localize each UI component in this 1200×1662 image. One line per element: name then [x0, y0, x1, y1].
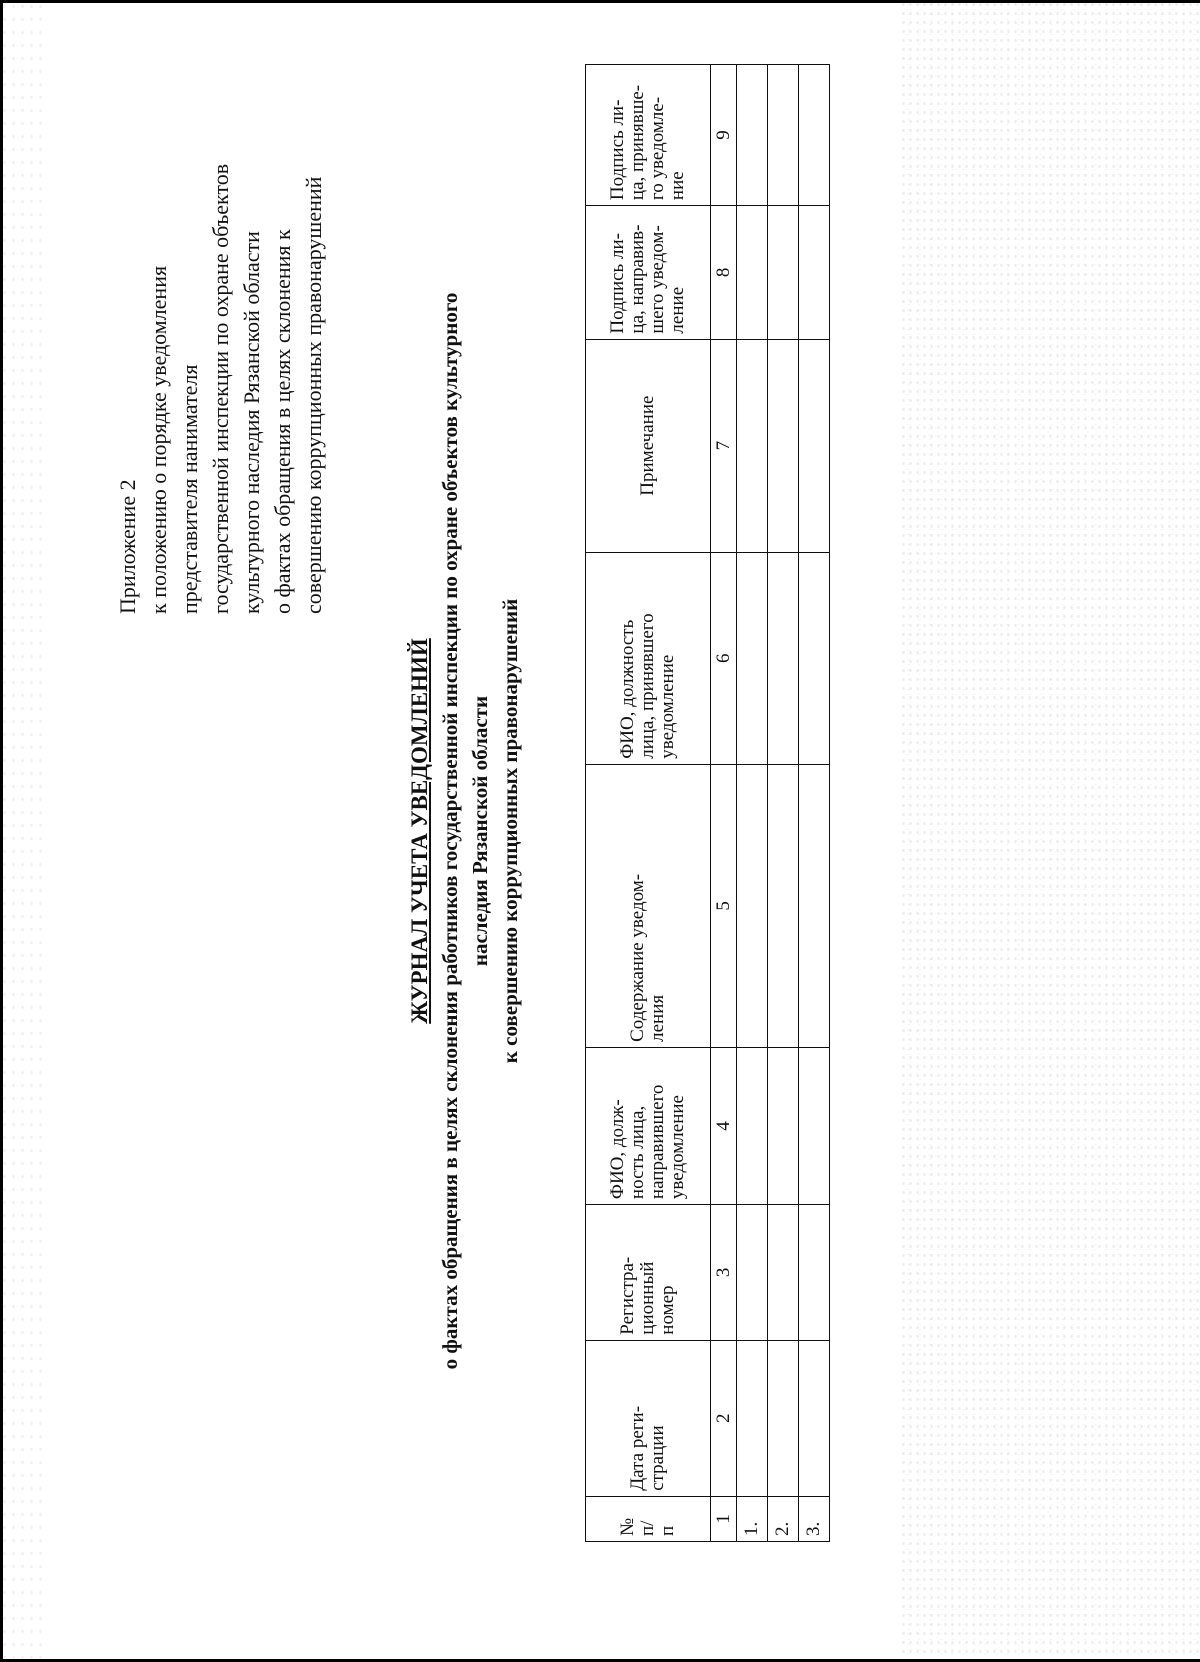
appendix-line: Приложение 2 [115, 479, 140, 614]
table-cell [737, 1205, 768, 1341]
table-cell [768, 206, 799, 339]
appendix-line: представителя нанимателя [177, 364, 202, 614]
table-cell [768, 1047, 799, 1204]
table-cell [768, 1205, 799, 1341]
row-number: 1. [737, 1496, 768, 1541]
column-number-row [711, 65, 737, 1542]
table-row [799, 65, 830, 1542]
header-cell-content: Содержание уведом- ления [586, 764, 711, 1047]
table-cell [799, 65, 830, 206]
header-cell-sender-signature: Подпись ли- ца, направив- шего уведом- ление [586, 206, 711, 339]
table-cell [768, 65, 799, 206]
appendix-line: совершению коррупционных правонарушений [301, 176, 326, 614]
table-cell [737, 65, 768, 206]
header-cell-registration-number: Регистра- ционный номер [586, 1205, 711, 1341]
table-cell [768, 339, 799, 552]
column-number: 6 [711, 552, 737, 764]
row-number: 2. [768, 1496, 799, 1541]
table-cell [799, 1340, 830, 1496]
table-cell [768, 1340, 799, 1496]
header-cell-sender: ФИО, долж- ность лица, направившего уведомление [586, 1047, 711, 1204]
column-number: 9 [711, 65, 737, 206]
column-number: 2 [711, 1340, 737, 1496]
title-line-2: наследия Рязанской области [468, 695, 492, 967]
header-row [586, 65, 711, 1542]
table-row [768, 65, 799, 1542]
journal-table [585, 64, 830, 1542]
row-number: 3. [799, 1496, 830, 1541]
appendix-line: о фактах обращения в целях склонения к [270, 229, 295, 614]
column-number: 4 [711, 1047, 737, 1204]
title-line-1: о фактах обращения в целях склонения работников государственной инспекции по охране объектов культурного [438, 292, 462, 1370]
header-cell-note: Примечание [586, 339, 711, 552]
column-number: 1 [711, 1496, 737, 1541]
column-number: 3 [711, 1205, 737, 1341]
table-cell [799, 1047, 830, 1204]
table-cell [737, 764, 768, 1047]
table-row [737, 65, 768, 1542]
table-cell [768, 552, 799, 764]
title-line-3: к совершению коррупционных правонарушений [498, 598, 522, 1064]
column-number: 8 [711, 206, 737, 339]
table-cell [799, 764, 830, 1047]
table-cell [737, 339, 768, 552]
header-cell-registration-date: Дата реги- страции [586, 1340, 711, 1496]
table-cell [799, 552, 830, 764]
appendix-line: к положению о порядке уведомления [146, 265, 171, 614]
appendix-block [112, 54, 329, 614]
table-cell [799, 1205, 830, 1341]
header-cell-number: № п/ п [586, 1496, 711, 1541]
column-number: 5 [711, 764, 737, 1047]
table-cell [737, 1047, 768, 1204]
column-number: 7 [711, 339, 737, 552]
table-cell [799, 206, 830, 339]
appendix-line: культурного наследия Рязанской области [239, 231, 264, 614]
appendix-line: государственной инспекции по охране объектов [208, 163, 233, 614]
table-cell [768, 764, 799, 1047]
journal-title: ЖУРНАЛ УЧЕТА УВЕДОМЛЕНИЙ [407, 638, 432, 1024]
header-cell-receiver: ФИО, должность лица, принявшего уведомление [586, 552, 711, 764]
table-cell [737, 206, 768, 339]
table-cell [799, 339, 830, 552]
header-cell-receiver-signature: Подпись ли- ца, принявше- го уведомле- ние [586, 65, 711, 206]
table-cell [737, 552, 768, 764]
table-cell [737, 1340, 768, 1496]
document-title [405, 40, 525, 1622]
